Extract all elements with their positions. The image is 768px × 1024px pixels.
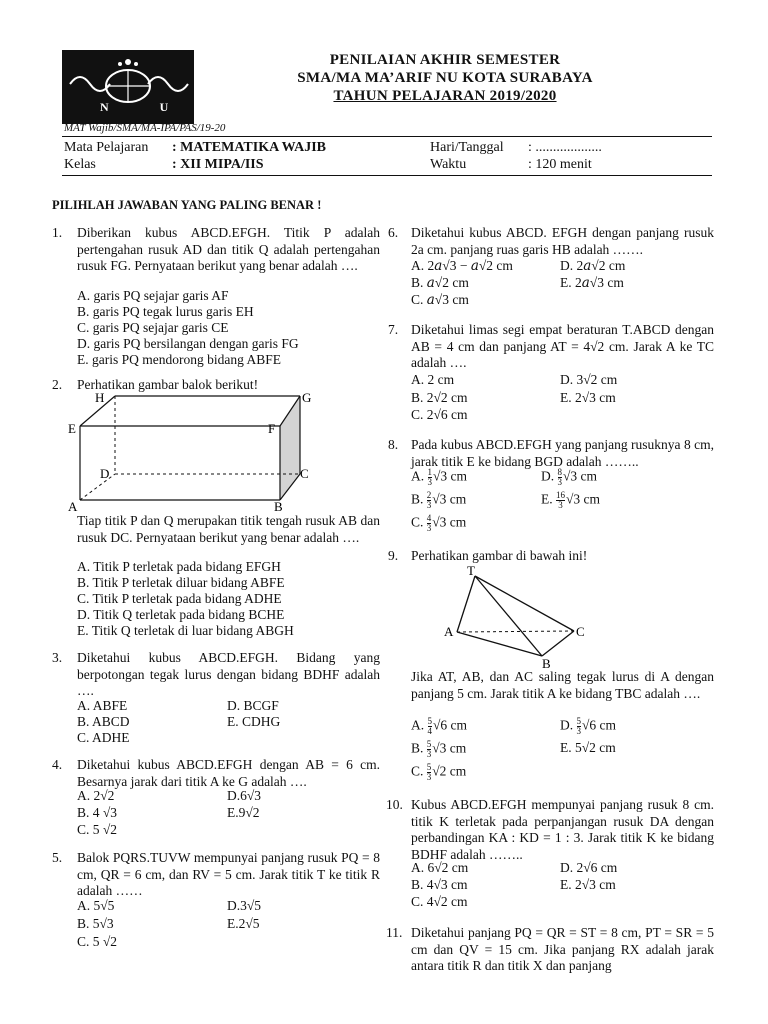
- label-c: C: [300, 466, 309, 481]
- q10-option-e[interactable]: E. 2√3 cm: [560, 877, 616, 892]
- q8-option-c-tail: √3 cm: [432, 514, 467, 530]
- q10-option-c[interactable]: C. 4√2 cm: [411, 894, 468, 909]
- label-a: A: [68, 499, 78, 514]
- q6-number: 6.: [388, 225, 399, 240]
- q6-option-e[interactable]: E. 2𝑎√3 cm: [560, 275, 624, 290]
- q2-option-c[interactable]: C. Titik P terletak pada bidang ADHE: [77, 591, 282, 606]
- q8-option-a[interactable]: [411, 468, 467, 487]
- q8-option-b-tail: √3 cm: [432, 491, 467, 507]
- kelas-value: : XII MIPA/IIS: [172, 157, 264, 172]
- q1-option-e[interactable]: E. garis PQ mendorong bidang ABFE: [77, 352, 281, 367]
- header-divider-top: [62, 136, 712, 137]
- q8-option-d[interactable]: [541, 468, 597, 487]
- q8-option-e-letter: E.: [541, 491, 553, 507]
- q9-option-a[interactable]: [411, 717, 467, 736]
- kelas-label: Kelas: [64, 157, 96, 172]
- label-h: H: [95, 390, 105, 405]
- q2-text-2: Tiap titik P dan Q merupakan titik tengah rusuk AB dan rusuk DC. Pernyataan berikut yang benar adalah ….: [77, 513, 380, 545]
- q8-option-b[interactable]: [411, 491, 466, 510]
- exam-title: PENILAIAN AKHIR SEMESTER: [329, 52, 561, 68]
- q7-option-a[interactable]: A. 2 cm: [411, 372, 455, 387]
- q10-option-d[interactable]: D. 2√6 cm: [560, 860, 618, 875]
- q11-number: 11.: [386, 925, 403, 940]
- q3-option-c[interactable]: C. ADHE: [77, 730, 130, 745]
- q1-option-a[interactable]: A. garis PQ sejajar garis AF: [77, 288, 229, 303]
- q3-option-e[interactable]: E. CDHG: [227, 714, 281, 729]
- waktu-value: : 120 menit: [528, 157, 592, 172]
- label-g: G: [302, 390, 312, 405]
- q5-text: Balok PQRS.TUVW mempunyai panjang rusuk PQ = 8 cm, QR = 6 cm, dan RV = 5 cm. Jarak titik T ke titik R adalah ……: [77, 850, 380, 898]
- label-b: B: [274, 499, 283, 514]
- year-title: TAHUN PELAJARAN 2019/2020: [333, 88, 557, 104]
- q9-option-d[interactable]: [560, 717, 616, 736]
- pyramid-figure: [440, 562, 600, 670]
- doc-code: MAT Wajib/SMA/MA-IPA/PAS/19-20: [64, 122, 226, 134]
- q5-option-a[interactable]: A. 5√5: [77, 898, 115, 913]
- nu-logo: [62, 50, 194, 124]
- instruction: PILIHLAH JAWABAN YANG PALING BENAR !: [52, 198, 322, 212]
- q6-option-a[interactable]: A. 2𝑎√3 − 𝑎√2 cm: [411, 258, 513, 273]
- q8-option-b-fraction: $\frac{2}{3}$: [426, 490, 432, 510]
- q10-text: Kubus ABCD.EFGH mempunyai panjang rusuk 8 cm. titik K terletak pada perpanjangan rusuk DA dengan perbandingan KA : KD = 1 : 3. Jarak titik K ke bidang BDHF adalah ……..: [411, 797, 714, 862]
- q9-option-d-fraction: $\frac{5}{3}$: [576, 716, 581, 736]
- q9-option-a-fraction: $\frac{5}{4}$: [427, 716, 432, 736]
- q5-option-b[interactable]: B. 5√3: [77, 916, 114, 931]
- q4-option-c[interactable]: C. 5 √2: [77, 822, 118, 837]
- q8-option-d-fraction: $\frac{8}{3}$: [557, 467, 562, 487]
- q1-text: Diberikan kubus ABCD.EFGH. Titik P adalah pertengahan rusuk AD dan titik Q adalah pertengahan rusuk FG. Pernyataan berikut yang benar adalah ….: [77, 225, 380, 273]
- q8-number: 8.: [388, 437, 399, 452]
- q8-text: Pada kubus ABCD.EFGH yang panjang rusuknya 8 cm, jarak titik E ke bidang BGD adalah ……..: [411, 437, 714, 469]
- q4-number: 4.: [52, 757, 63, 772]
- q9-option-c-fraction: $\frac{5}{3}$: [426, 762, 432, 782]
- q10-number: 10.: [386, 797, 403, 812]
- q3-text: Diketahui kubus ABCD.EFGH. Bidang yang berpotongan tegak lurus dengan bidang BDHF adalah ….: [77, 650, 380, 698]
- q6-option-b[interactable]: B. 𝑎√2 cm: [411, 275, 469, 290]
- q9-option-a-tail: √6 cm: [433, 717, 468, 733]
- label-e: E: [68, 421, 76, 436]
- q3-option-b[interactable]: B. ABCD: [77, 714, 130, 729]
- q1-option-c[interactable]: C. garis PQ sejajar garis CE: [77, 320, 229, 335]
- hari-label: Hari/Tanggal: [430, 140, 504, 155]
- q8-option-e-tail: √3 cm: [566, 491, 601, 507]
- q6-option-c[interactable]: C. 𝑎√3 cm: [411, 292, 469, 307]
- label-d: D: [100, 466, 110, 481]
- q2-option-e[interactable]: E. Titik Q terletak di luar bidang ABGH: [77, 623, 294, 638]
- q3-option-d[interactable]: D. BCGF: [227, 698, 279, 713]
- cuboid-figure: [60, 390, 320, 515]
- q8-option-b-letter: B.: [411, 491, 424, 507]
- q2-option-b[interactable]: B. Titik P terletak diluar bidang ABFE: [77, 575, 285, 590]
- mapel-label: Mata Pelajaran: [64, 140, 149, 155]
- logo-text: N U: [100, 100, 193, 114]
- q6-option-d[interactable]: D. 2𝑎√2 cm: [560, 258, 626, 273]
- q3-option-a[interactable]: A. ABFE: [77, 698, 128, 713]
- q9-option-a-letter: A.: [411, 717, 425, 733]
- label-pb: B: [542, 656, 551, 670]
- q9-option-b-tail: √3 cm: [432, 740, 467, 756]
- q8-option-a-letter: A.: [411, 468, 425, 484]
- label-pa: A: [444, 624, 454, 639]
- q9-option-d-tail: √6 cm: [582, 717, 617, 733]
- q4-option-e[interactable]: E.9√2: [227, 805, 260, 820]
- q9-option-b[interactable]: [411, 740, 466, 759]
- q9-text: Perhatikan gambar di bawah ini!: [411, 548, 588, 563]
- q5-option-d[interactable]: D.3√5: [227, 898, 262, 913]
- q2-option-a[interactable]: A. Titik P terletak pada bidang EFGH: [77, 559, 281, 574]
- q5-option-e[interactable]: E.2√5: [227, 916, 260, 931]
- q7-option-b[interactable]: B. 2√2 cm: [411, 390, 468, 405]
- q9-number: 9.: [388, 548, 399, 563]
- q8-option-e[interactable]: [541, 491, 600, 510]
- q9-option-b-letter: B.: [411, 740, 424, 756]
- header-divider-bottom: [62, 175, 712, 176]
- q2-number: 2.: [52, 377, 63, 392]
- q9-option-c-tail: √2 cm: [432, 763, 467, 779]
- q5-option-c[interactable]: C. 5 √2: [77, 934, 118, 949]
- label-f: F: [268, 421, 276, 436]
- q8-option-d-tail: √3 cm: [563, 468, 598, 484]
- q8-option-c-fraction: $\frac{4}{3}$: [426, 513, 432, 533]
- q2-option-d[interactable]: D. Titik Q terletak pada bidang BCHE: [77, 607, 285, 622]
- q7-option-c[interactable]: C. 2√6 cm: [411, 407, 468, 422]
- q7-text: Diketahui limas segi empat beraturan T.ABCD dengan AB = 4 cm dan panjang AT = 4√2 cm. Jarak A ke TC adalah ….: [411, 322, 714, 370]
- q4-option-b[interactable]: B. 4 √3: [77, 805, 118, 820]
- q7-option-d[interactable]: D. 3√2 cm: [560, 372, 618, 387]
- q10-option-b[interactable]: B. 4√3 cm: [411, 877, 468, 892]
- hari-value: : ...................: [528, 140, 602, 155]
- waktu-label: Waktu: [430, 157, 467, 172]
- q3-number: 3.: [52, 650, 63, 665]
- q8-option-e-fraction: $\frac{16}{3}$: [556, 490, 565, 510]
- q1-number: 1.: [52, 225, 63, 240]
- label-pc: C: [576, 624, 585, 639]
- q9-option-d-letter: D.: [560, 717, 574, 733]
- q9-option-c[interactable]: [411, 763, 466, 782]
- q4-option-d[interactable]: D.6√3: [227, 788, 262, 803]
- q8-option-d-letter: D.: [541, 468, 555, 484]
- q9-option-b-fraction: $\frac{5}{3}$: [426, 739, 432, 759]
- q4-text: Diketahui kubus ABCD.EFGH dengan AB = 6 cm. Besarnya jarak dari titik A ke G adalah ….: [77, 757, 380, 789]
- mapel-value: : MATEMATIKA WAJIB: [172, 140, 327, 155]
- q8-option-c[interactable]: [411, 514, 466, 533]
- q6-text: Diketahui kubus ABCD. EFGH dengan panjang rusuk 2a cm. panjang ruas garis HB adalah …….: [411, 225, 714, 257]
- q8-option-a-fraction: $\frac{1}{3}$: [427, 467, 432, 487]
- q10-option-a[interactable]: A. 6√2 cm: [411, 860, 469, 875]
- q8-option-c-letter: C.: [411, 514, 424, 530]
- q1-option-d[interactable]: D. garis PQ bersilangan dengan garis FG: [77, 336, 299, 351]
- q9-option-e[interactable]: E. 5√2 cm: [560, 740, 616, 755]
- q7-number: 7.: [388, 322, 399, 337]
- q4-option-a[interactable]: A. 2√2: [77, 788, 115, 803]
- q5-number: 5.: [52, 850, 63, 865]
- q7-option-e[interactable]: E. 2√3 cm: [560, 390, 616, 405]
- q8-option-a-tail: √3 cm: [433, 468, 468, 484]
- q2-text: Perhatikan gambar balok berikut!: [77, 377, 259, 392]
- school-title: SMA/MA MA’ARIF NU KOTA SURABAYA: [297, 70, 593, 86]
- q9-option-c-letter: C.: [411, 763, 424, 779]
- q11-text: Diketahui panjang PQ = QR = ST = 8 cm, PT = SR = 5 cm dan QV = 15 cm. Jika panjang RX adalah jarak antara titik R dan titik X dan panjang: [411, 925, 714, 973]
- q9-text-2: Jika AT, AB, dan AC saling tegak lurus di A dengan panjang 5 cm. Jarak titik A ke bidang TBC adalah ….: [411, 669, 714, 701]
- label-t: T: [467, 563, 475, 578]
- q1-option-b[interactable]: B. garis PQ tegak lurus garis EH: [77, 304, 254, 319]
